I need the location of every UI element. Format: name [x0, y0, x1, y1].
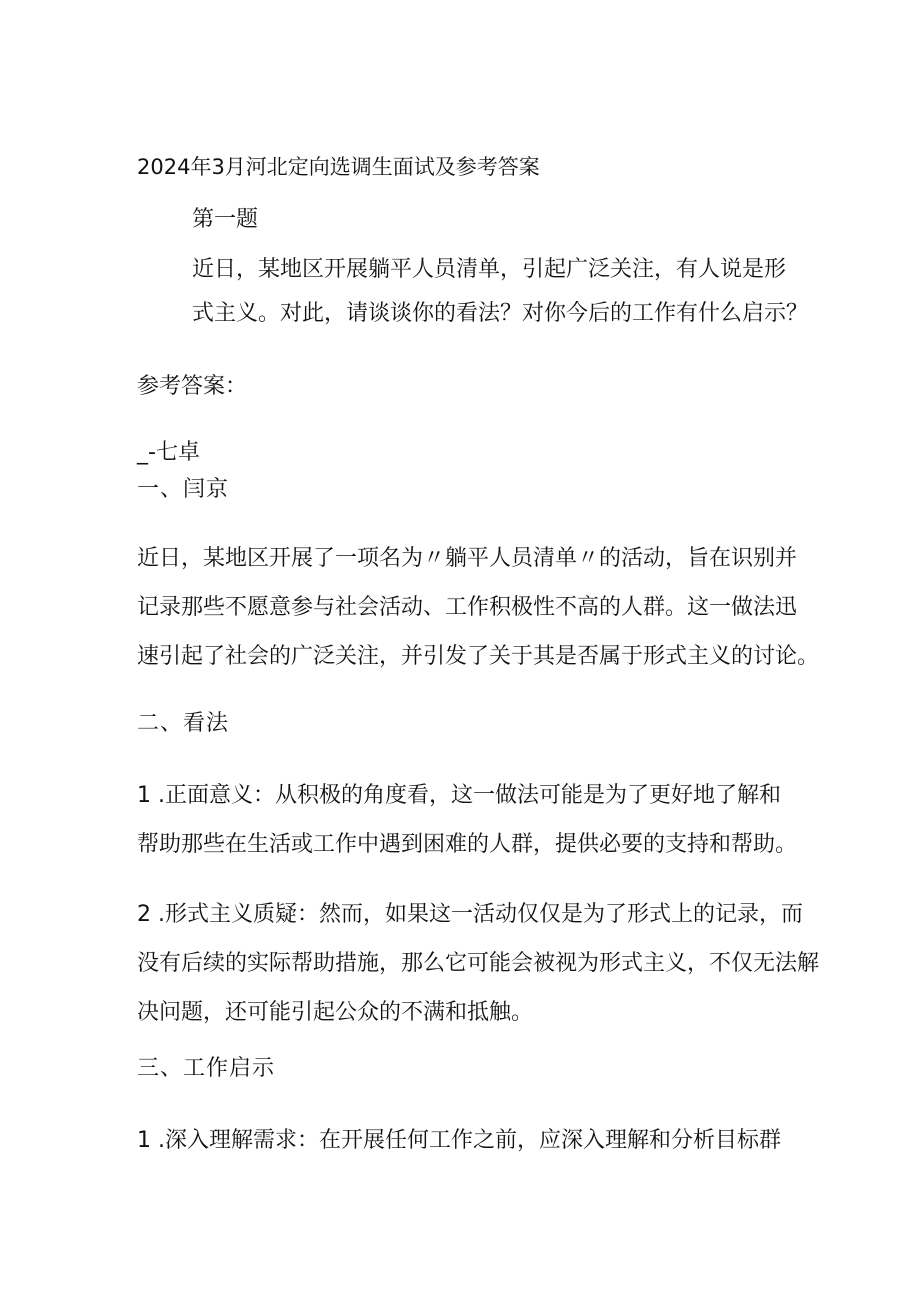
section-heading: 三、工作启示: [137, 1056, 276, 1081]
paragraph-line: 1 .深入理解需求：在开展任何工作之前，应深入理解和分析目标群: [137, 1128, 781, 1153]
question-line: 近日，某地区开展躺平人员清单，引起广泛关注，有人说是形: [192, 257, 787, 282]
paragraph-line: 1 .正面意义：从积极的角度看，这一做法可能是为了更好地了解和: [137, 783, 781, 808]
question-heading: 第一题: [192, 207, 259, 232]
paragraph-line: 记录那些不愿意参与社会活动、工作积极性不高的人群。这一做法迅: [137, 595, 798, 620]
section-heading: 二、看法: [137, 711, 230, 736]
document-title: 2024年3月河北定向选调生面试及参考答案: [137, 155, 540, 179]
paragraph-line: 决问题，还可能引起公众的不满和抵触。: [137, 1000, 534, 1025]
question-line: 式主义。对此，请谈谈你的看法？对你今后的工作有什么启示？: [192, 301, 809, 326]
paragraph-line: 帮助那些在生活或工作中遇到困难的人群，提供必要的支持和帮助。: [137, 832, 798, 857]
paragraph-line: 2 .形式主义质疑：然而，如果这一活动仅仅是为了形式上的记录，而: [137, 902, 803, 927]
paragraph-line: 没有后续的实际帮助措施，那么它可能会被视为形式主义，不仅无法解: [137, 951, 820, 976]
paragraph-line: 速引起了社会的广泛关注，并引发了关于其是否属于形式主义的讨论。: [137, 644, 820, 669]
answer-label: 参考答案：: [137, 374, 248, 399]
paragraph-line: 近日，某地区开展了一项名为〃躺平人员清单〃的活动，旨在识别并: [137, 546, 798, 571]
garbled-heading: _-七卓: [137, 440, 200, 465]
section-heading: 一、闫京: [137, 477, 230, 502]
